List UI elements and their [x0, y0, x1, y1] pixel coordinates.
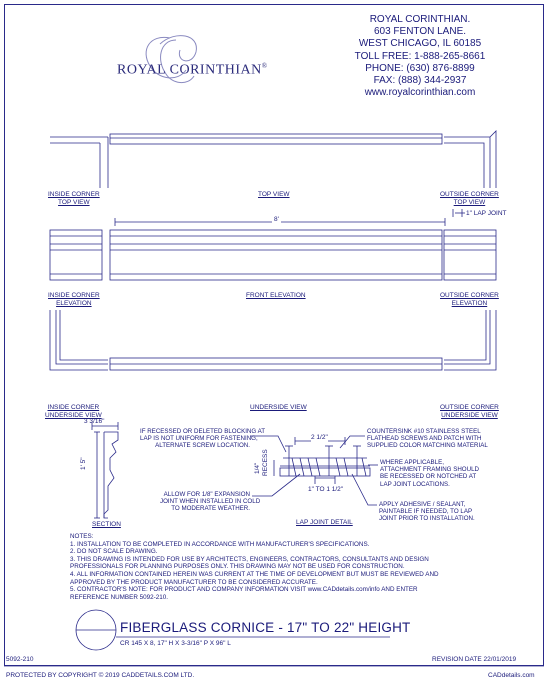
label-underside-view: UNDERSIDE VIEW [250, 404, 307, 411]
note-item: APPROVED BY THE PRODUCT MANUFACTURER TO BE CONSIDERED ACCURATE. [70, 578, 318, 586]
company-name: ROYAL CORINTHIAN. [369, 14, 471, 25]
lap-joint-detail-label: LAP JOINT DETAIL [296, 519, 353, 526]
company-tollfree: TOLL FREE: 1-888-265-8661 [354, 50, 486, 62]
note-item: PROFESSIONALS FOR PLANNING PURPOSES ONLY. THIS DRAWING MAY NOT BE USED FOR CONSTRUCTION. [70, 563, 405, 571]
note-right-3: APPLY ADHESIVE / SEALANT, PAINTABLE IF NEEDED, TO LAP JOINT PRIOR TO INSTALLATION. [379, 501, 475, 523]
underside-view-drawings [50, 310, 496, 370]
note-item: 4. ALL INFORMATION CONTAINED HEREIN WAS CURRENT AT THE TIME OF DEVELOPMENT BUT MUST BE REVIEWED AND [70, 570, 439, 578]
company-address-1: 603 FENTON LANE. [373, 26, 467, 38]
label-outside-corner-under: OUTSIDE CORNER UNDERSIDE VIEW [440, 404, 499, 419]
section-label: SECTION [92, 521, 121, 528]
label-length-dim: 8' [274, 216, 279, 223]
company-phone: PHONE: (630) 876-8899 [365, 62, 475, 74]
top-view-drawings [50, 131, 496, 188]
note-right-2: WHERE APPLICABLE, ATTACHMENT FRAMING SHOULD BE RECESSED OR NOTCHED AT LAP JOINT LOCATIONS. [380, 459, 480, 488]
company-info [300, 14, 540, 99]
drawing-subtitle: CR 145 X 8, 17" H X 3-3/16" P X 96" L [120, 640, 231, 647]
note-item: 3. THIS DRAWING IS INTENDED FOR USE BY ARCHITECTS, ENGINEERS, CONTRACTORS, CONSULTANTS AND DESIGN [70, 555, 429, 563]
general-notes [70, 533, 439, 601]
label-outside-corner-elev: OUTSIDE CORNER ELEVATION [440, 292, 499, 307]
lap-recess-label: RECESS [262, 449, 269, 476]
note-item: 1. INSTALLATION TO BE COMPLETED IN ACCORDANCE WITH MANUFACTURER'S SPECIFICATIONS. [70, 540, 370, 548]
label-inside-corner-under: INSIDE CORNER UNDERSIDE VIEW [45, 404, 102, 419]
logo-text: ROYAL CORINTHIAN [117, 62, 262, 78]
footer-caddetails-link[interactable]: CADdetails.com [488, 672, 535, 679]
footer-revision-date: REVISION DATE 22/01/2019 [432, 656, 517, 663]
label-outside-corner-top: OUTSIDE CORNER TOP VIEW [440, 191, 499, 206]
note-left-1: IF RECESSED OR DELETED BLOCKING AT LAP IS NOT UNIFORM FOR FASTENING, ALTERNATE SCREW LOCATION. [140, 428, 266, 450]
section-height-dim: 1' 5" [80, 457, 87, 470]
notes-heading: NOTES: [70, 533, 94, 540]
logo-wordmark [117, 62, 268, 79]
note-right-1: COUNTERSINK #10 STAINLESS STEEL FLATHEAD SCREWS AND PATCH WITH SUPPLIED COLOR MATCHING MATERIAL [367, 428, 488, 450]
footer-copyright: PROTECTED BY COPYRIGHT © 2019 CADDETAILS.COM LTD. [6, 672, 195, 679]
company-website[interactable]: www.royalcorinthian.com [364, 87, 476, 99]
company-address-2: WEST CHICAGO, IL 60185 [358, 38, 482, 50]
footer-ref-number: 5092-210 [6, 656, 34, 663]
note-item: 2. DO NOT SCALE DRAWING. [70, 548, 158, 556]
lap-dim-bottom: 1" TO 1 1/2" [308, 486, 344, 493]
section-profile [92, 422, 118, 518]
lap-recess-dim: 1/4" [254, 462, 261, 474]
note-item: 5. CONTRACTOR'S NOTE: FOR PRODUCT AND COMPANY INFORMATION VISIT www.CADdetails.com/info AND ENTER [70, 586, 418, 594]
label-inside-corner-elev: INSIDE CORNER ELEVATION [48, 292, 100, 307]
lap-dim-top: 2 1/2" [311, 434, 328, 441]
logo-trademark: ® [261, 62, 268, 70]
label-top-view: TOP VIEW [258, 191, 290, 198]
label-front-elevation: FRONT ELEVATION [246, 292, 306, 299]
label-inside-corner-top: INSIDE CORNER TOP VIEW [48, 191, 100, 206]
company-fax: FAX: (888) 344-2937 [373, 75, 467, 87]
note-left-2: ALLOW FOR 1/8" EXPANSION JOINT WHEN INSTALLED IN COLD TO MODERATE WEATHER. [160, 491, 261, 513]
drawing-title: FIBERGLASS CORNICE - 17" TO 22" HEIGHT [120, 620, 411, 635]
label-lap-joint-dim: 1" LAP JOINT [466, 210, 507, 217]
note-item: REFERENCE NUMBER 5092-210. [70, 593, 168, 601]
section-width-dim: 3 3/16" [84, 418, 105, 425]
